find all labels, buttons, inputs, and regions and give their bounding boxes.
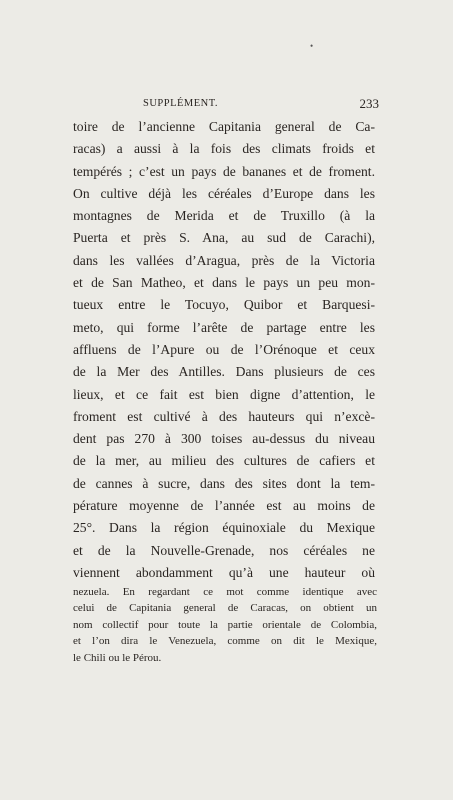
text-line: montagnes de Merida et de Truxillo (à la — [73, 208, 375, 224]
text-line: On cultive déjà les céréales d’Europe dans les — [73, 185, 375, 201]
text-line: tueux entre le Tocuyo, Quibor et Barquesi- — [73, 297, 375, 313]
text-line: 25°. Dans la région équinoxiale du Mexique — [73, 520, 375, 536]
ink-mark: • — [310, 41, 314, 51]
text-line: de la Mer des Antilles. Dans plusieurs de ces — [73, 364, 375, 380]
footnote — [73, 584, 377, 666]
text-line: meto, qui forme l’arête de partage entre les — [73, 319, 375, 335]
text-line: dent pas 270 à 300 toises au-dessus du niveau — [73, 431, 375, 447]
footnote-line: le Chili ou le Pérou. — [73, 651, 162, 664]
text-line: toire de l’ancienne Capitania general de Ca- — [73, 119, 375, 134]
footnote-line: et l’on dira le Venezuela, comme on dit le Mexique, — [73, 635, 377, 648]
text-line: lieux, et ce fait est bien digne d’attention, le — [73, 386, 375, 402]
text-line: viennent abondamment qu’à une hauteur où — [73, 564, 375, 580]
page-header — [143, 96, 379, 112]
page-number: 233 — [359, 96, 379, 111]
footnote-separator — [73, 580, 375, 581]
footnote-line: nom collectif pour toute la partie orientale de Colombia, — [73, 618, 377, 631]
body-text — [73, 116, 375, 584]
text-line: racas) a aussi à la fois des climats froids et — [73, 141, 375, 157]
running-title: SUPPLÉMENT. — [143, 98, 219, 109]
text-line: tempérés ; c’est un pays de bananes et de froment. — [73, 163, 375, 179]
text-line: et de San Matheo, et dans le pays un peu mon- — [73, 275, 375, 291]
text-line: de la mer, au milieu des cultures de cafiers et — [73, 453, 375, 469]
text-line: pérature moyenne de l’année est au moins de — [73, 498, 375, 514]
text-line: froment est cultivé à des hauteurs qui n’excè- — [73, 408, 375, 424]
text-line: de cannes à sucre, dans des sites dont la tem- — [73, 475, 375, 491]
text-line: dans les vallées d’Aragua, près de la Victoria — [73, 252, 375, 268]
footnote-line: celui de Capitania general de Caracas, on obtient un — [73, 602, 377, 615]
text-line: affluens de l’Apure ou de l’Orénoque et ceux — [73, 341, 375, 357]
text-line: Puerta et près S. Ana, au sud de Carachi), — [73, 230, 375, 246]
footnote-line: nezuela. En regardant ce mot comme identique avec — [73, 586, 377, 598]
text-line: et de la Nouvelle-Grenade, nos céréales ne — [73, 542, 375, 558]
